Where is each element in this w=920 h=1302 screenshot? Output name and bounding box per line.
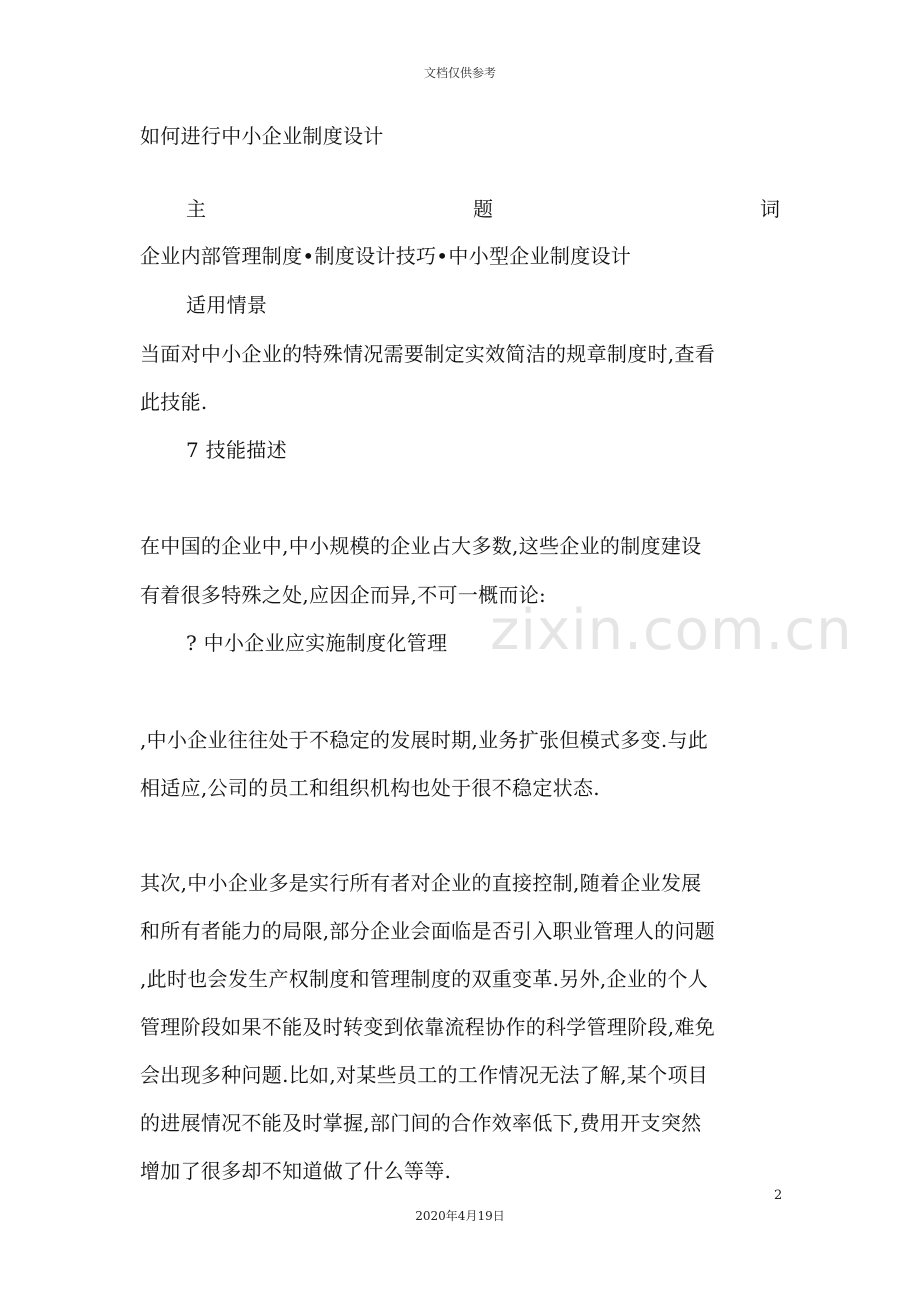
intro-line: 在中国的企业中,中小规模的企业占大多数,这些企业的制度建设 [140, 534, 702, 558]
scenario-line: 此技能. [140, 390, 208, 414]
subheading: ? 中小企业应实施制度化管理 [186, 631, 448, 655]
paragraph-line: 的进展情况不能及时掌握,部门间的合作效率低下,费用开支突然 [140, 1111, 702, 1135]
keywords-heading-char: 题 [473, 197, 493, 221]
paragraph-line: 管理阶段如果不能及时转变到依靠流程协作的科学管理阶段,难免 [140, 1015, 716, 1039]
paragraph-line: ,此时也会发生产权制度和管理制度的双重变革.另外,企业的个人 [140, 967, 709, 991]
paragraph-line: 和所有者能力的局限,部分企业会面临是否引入职业管理人的问题 [140, 919, 716, 943]
paragraph-line: 相适应,公司的员工和组织机构也处于很不稳定状态. [140, 776, 600, 800]
keywords-line: 企业内部管理制度•制度设计技巧•中小型企业制度设计 [140, 244, 632, 268]
page-number: 2 [774, 1188, 783, 1203]
paragraph-line: 增加了很多却不知道做了什么等等. [140, 1159, 452, 1183]
keywords-heading [186, 195, 780, 223]
scenario-line: 当面对中小企业的特殊情况需要制定实效简洁的规章制度时,查看 [140, 342, 716, 366]
keywords-heading-char: 主 [186, 197, 206, 221]
paragraph-line: 会出现多种问题.比如,对某些员工的工作情况无法了解,某个项目 [140, 1063, 709, 1087]
scenario-heading: 适用情景 [186, 293, 268, 317]
skill-heading: 7 技能描述 [186, 438, 287, 462]
page-header: 文档仅供参考 [423, 66, 496, 80]
intro-line: 有着很多特殊之处,应因企而异,不可一概而论: [140, 583, 547, 607]
watermark: zixin.com.cn [490, 598, 853, 663]
document-title: 如何进行中小企业制度设计 [140, 124, 384, 148]
page-footer-date: 2020年4月19日 [415, 1209, 505, 1223]
paragraph-line: 其次,中小企业多是实行所有者对企业的直接控制,随着企业发展 [140, 871, 702, 895]
keywords-heading-char: 词 [760, 197, 780, 221]
paragraph-line: ,中小企业往往处于不稳定的发展时期,业务扩张但模式多变.与此 [140, 728, 709, 752]
